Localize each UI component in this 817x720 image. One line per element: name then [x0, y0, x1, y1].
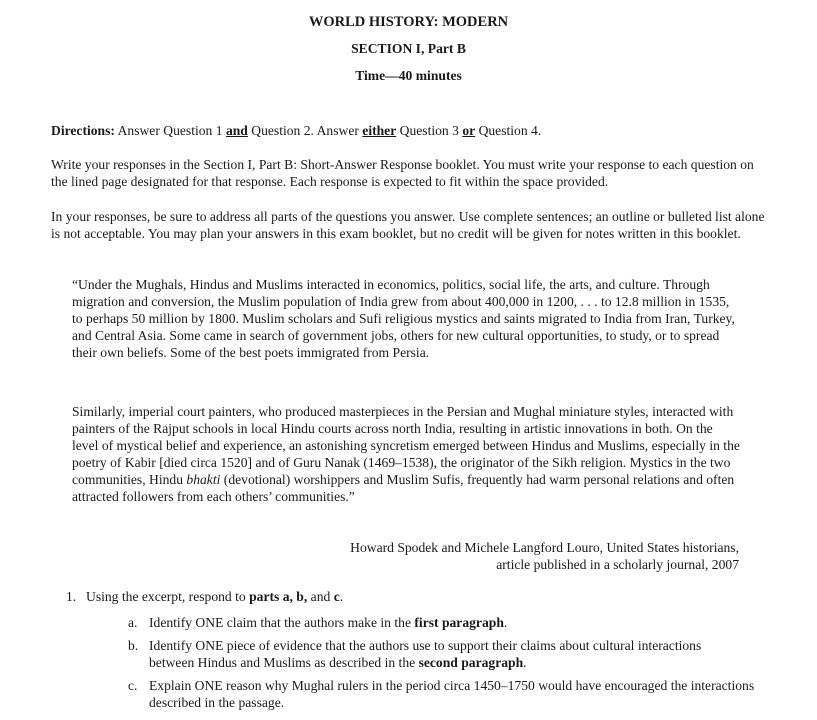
question-1-stem-text: and [307, 589, 334, 604]
part-c-text-plain: Explain ONE reason why Mughal rulers in the period circa 1450–1750 would have encouraged the interactions described in the passage. [149, 678, 755, 710]
directions-label: Directions: [51, 123, 115, 138]
excerpt-italic-term: bhakti [186, 472, 221, 487]
part-c-label: c. [128, 678, 138, 693]
attribution-line-1: Howard Spodek and Michele Langford Louro, United States historians, [350, 540, 739, 555]
part-b-label: b. [128, 638, 139, 653]
directions-or: or [462, 123, 476, 138]
part-a-text-end: . [503, 615, 508, 630]
part-b-text [149, 637, 749, 671]
question-1-number: 1. [66, 589, 77, 604]
section-label: SECTION I, Part B [351, 41, 466, 56]
question-1-stem-text: . [339, 589, 344, 604]
excerpt-paragraph-2 [72, 403, 740, 505]
question-1-stem-part-c: c [333, 589, 340, 604]
directions-text: Answer Question 1 [114, 123, 226, 138]
question-1-stem-parts: parts a, b, [249, 589, 308, 604]
instructions-paragraph-2: In your responses, be sure to address all parts of the questions you answer. Use complete sentences; an outline or bulleted list alone is not acceptable. You may plan your answers in this exam booklet, but no credit will be given for notes written in this booklet. [51, 209, 765, 241]
part-c-text [149, 677, 774, 711]
question-1-stem [86, 588, 766, 605]
exam-title: WORLD HISTORY: MODERN [308, 14, 509, 30]
directions-either: either [362, 123, 397, 138]
excerpt-text: (devotional) worshippers and Muslim Sufis, frequently had warm personal relations and often attracted followers from each others’ communities.” [72, 472, 735, 504]
excerpt-paragraph-1: “Under the Mughals, Hindus and Muslims interacted in economics, politics, social life, the arts, and culture. Through migration and conversion, the Muslim population of India grew from about 400,000 in 1200, . . . to 12.8 million in 1535, to perhaps 50 million by 1800. Muslim scholars and Sufi religious mystics and saints migrated to India from Iran, Turkey, and Central Asia. Some came in search of government jobs, others for new cultural opportunities, to study, or to spread their own beliefs. Some of the best poets immigrated from Persia. [72, 277, 735, 360]
directions-and: and [225, 123, 248, 138]
directions-text: Question 4. [475, 123, 542, 138]
question-1-stem-text: Using the excerpt, respond to [86, 589, 250, 604]
part-b-text-end: . [523, 655, 527, 670]
attribution-line-2: article published in a scholarly journal, 2007 [496, 557, 739, 572]
excerpt-text: Similarly, imperial court painters, who produced masterpieces in the Persian and Mughal miniature styles, interacted with painters of the Rajput schools in local Hindu courts across north India, resulting in artistic innovations in both. On the level of mystical belief and experience, an astonishing syncretism emerged between Hindus and Muslims, especially in the poetry of Kabir [died circa 1520] and of Guru Nanak (1469–1538), the originator of the Sikh religion. Mystics in the two communities, Hindu [72, 404, 740, 487]
part-a-text-plain: Identify ONE claim that the authors make in the [149, 615, 415, 630]
part-b-text-bold: second paragraph [418, 655, 524, 670]
directions [51, 122, 771, 139]
directions-text: Question 3 [396, 123, 463, 138]
part-a-text-bold: first paragraph [414, 615, 504, 630]
part-a-text [149, 614, 769, 631]
directions-text: Question 2. Answer [247, 123, 363, 138]
part-a-label: a. [128, 615, 138, 630]
time-label: Time—40 minutes [355, 68, 462, 83]
part-b-text-plain: Identify ONE piece of evidence that the authors use to support their claims about cultural interactions between Hindus and Muslims as described in the [149, 638, 702, 670]
instructions-paragraph-1: Write your responses in the Section I, Part B: Short-Answer Response booklet. You must write your response to each question on the lined page designated for that response. Each response is expected to fit within the space provided. [51, 157, 754, 189]
